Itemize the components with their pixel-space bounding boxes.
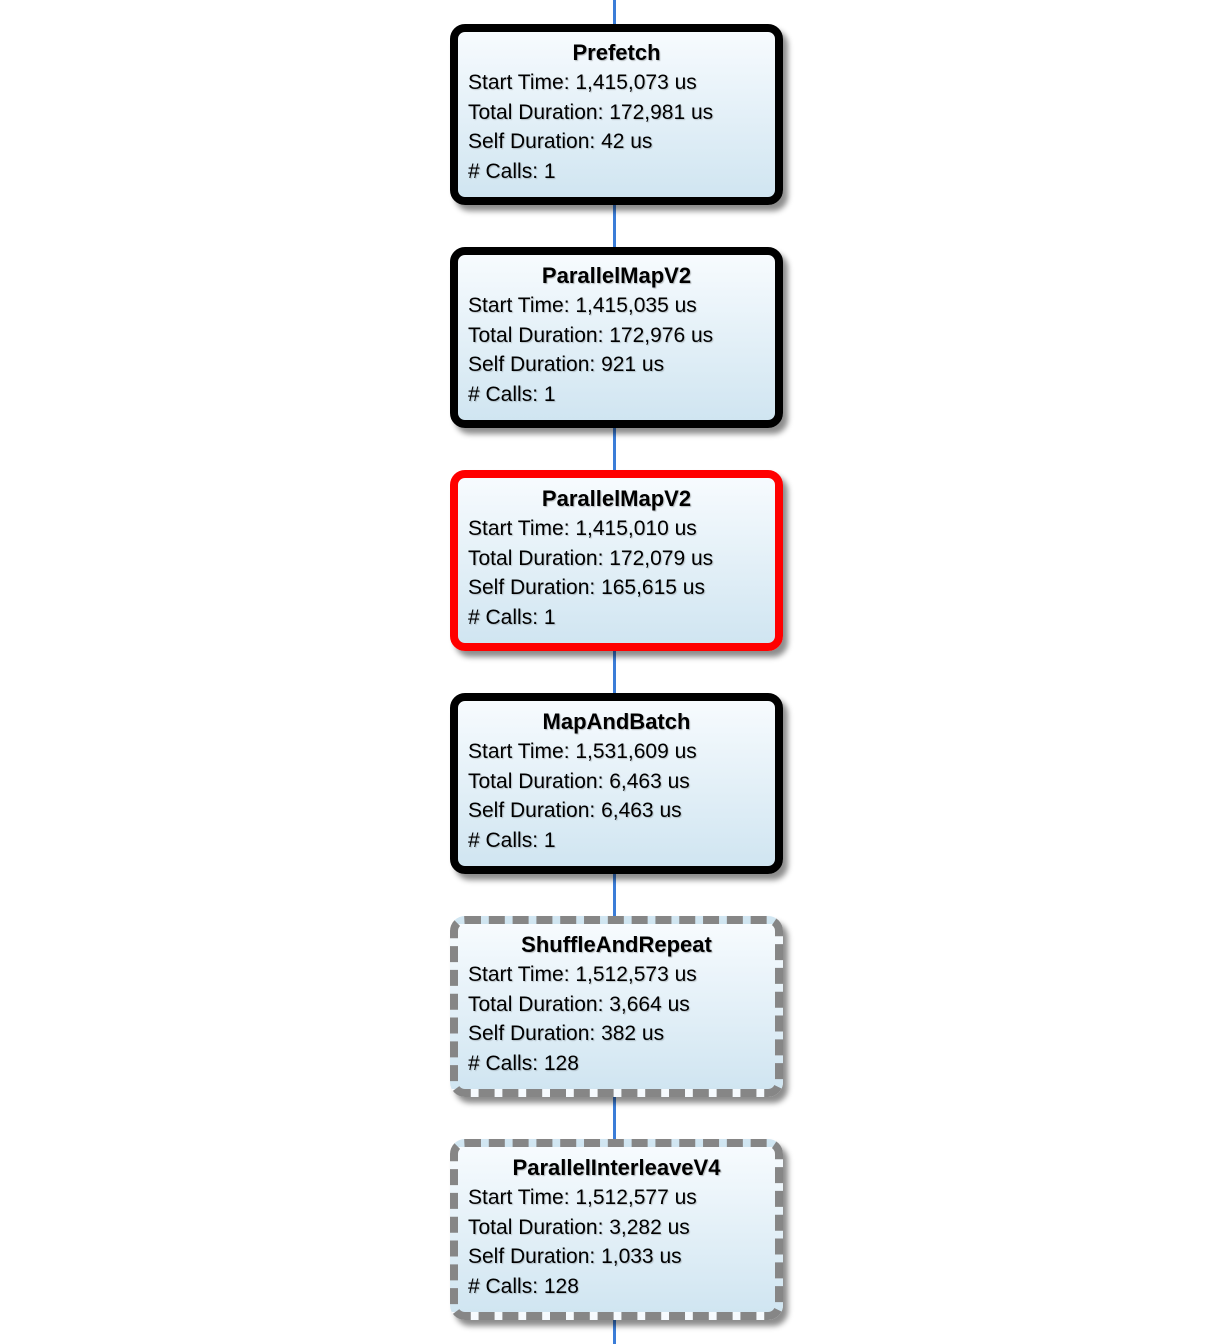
node-stat-line: # Calls: 1 bbox=[468, 828, 556, 852]
node-stat-line: # Calls: 1 bbox=[468, 382, 556, 406]
node-stats bbox=[468, 291, 765, 409]
graph-node-shuffleandrepeat bbox=[450, 916, 783, 1097]
graph-node-parallelinterleavev4 bbox=[450, 1139, 783, 1320]
node-title: ShuffleAndRepeat bbox=[521, 932, 712, 957]
node-stat-line: # Calls: 128 bbox=[468, 1051, 579, 1075]
node-stat-line: Self Duration: 921 us bbox=[468, 353, 665, 376]
node-stats bbox=[468, 514, 765, 632]
node-stat-line: # Calls: 128 bbox=[468, 1274, 579, 1298]
node-stat-line: Total Duration: 6,463 us bbox=[468, 769, 690, 793]
node-stats bbox=[468, 1183, 765, 1301]
node-title: MapAndBatch bbox=[542, 709, 691, 734]
node-stat-line: Self Duration: 165,615 us bbox=[468, 576, 705, 599]
node-stat-line: Start Time: 1,415,073 us bbox=[468, 71, 697, 94]
node-title: ParallelInterleaveV4 bbox=[512, 1155, 721, 1180]
node-stat-line: Self Duration: 1,033 us bbox=[468, 1245, 682, 1268]
graph-node-mapandbatch bbox=[450, 693, 783, 874]
node-stat-line: Self Duration: 382 us bbox=[468, 1022, 665, 1045]
node-stat-line: Total Duration: 3,282 us bbox=[468, 1215, 690, 1239]
node-stat-line: Self Duration: 6,463 us bbox=[468, 799, 682, 822]
graph-node-parallelmapv2 bbox=[450, 470, 783, 651]
node-stat-line: # Calls: 1 bbox=[468, 159, 556, 183]
node-stat-line: # Calls: 1 bbox=[468, 605, 556, 629]
node-stat-line: Start Time: 1,415,035 us bbox=[468, 294, 697, 317]
node-title: ParallelMapV2 bbox=[541, 486, 692, 511]
node-stat-line: Total Duration: 172,976 us bbox=[468, 323, 714, 347]
node-stat-line: Self Duration: 42 us bbox=[468, 130, 653, 153]
node-stats bbox=[468, 960, 765, 1078]
node-stat-line: Start Time: 1,512,577 us bbox=[468, 1186, 697, 1209]
node-stat-line: Total Duration: 172,079 us bbox=[468, 546, 714, 570]
node-stat-line: Start Time: 1,531,609 us bbox=[468, 740, 697, 763]
node-stats bbox=[468, 737, 765, 855]
node-stats bbox=[468, 68, 765, 186]
node-stat-line: Total Duration: 172,981 us bbox=[468, 100, 714, 124]
graph-node-parallelmapv2 bbox=[450, 247, 783, 428]
node-stat-line: Start Time: 1,415,010 us bbox=[468, 517, 697, 540]
graph-node-prefetch bbox=[450, 24, 783, 205]
node-title: Prefetch bbox=[572, 40, 661, 65]
node-title: ParallelMapV2 bbox=[541, 263, 692, 288]
node-stat-line: Total Duration: 3,664 us bbox=[468, 992, 690, 1016]
node-stat-line: Start Time: 1,512,573 us bbox=[468, 963, 697, 986]
